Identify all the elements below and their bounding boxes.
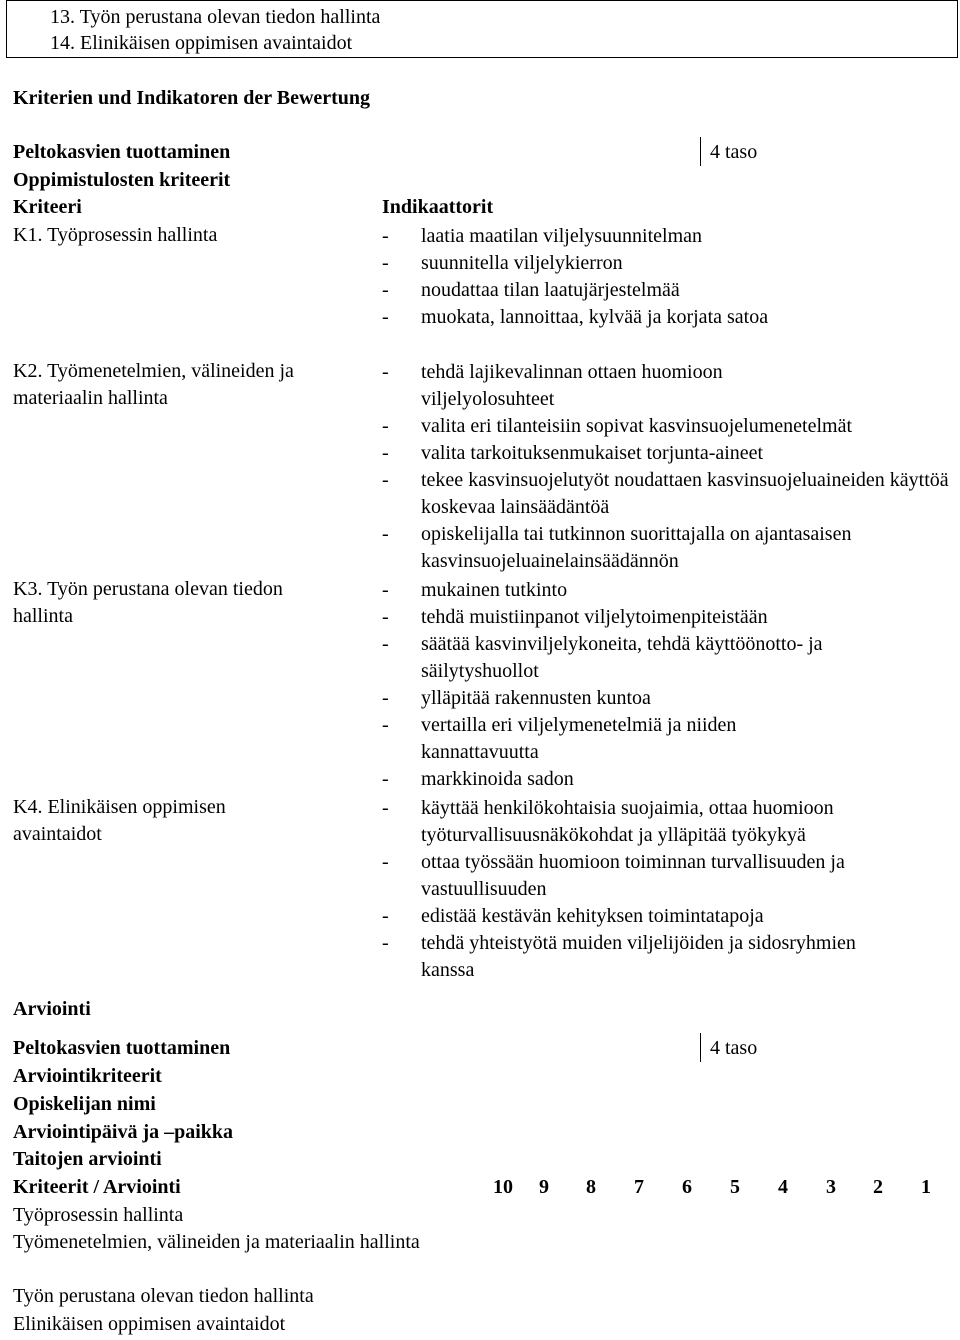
indicator-item: - valita eri tilanteisiin sopivat kasvinsuojelumenetelmät [382,415,853,437]
indicator-item: - ottaa työssään huomioon toiminnan turvallisuuden ja vastuullisuuden [382,851,845,900]
top-list-item-13: 13. Työn perustana olevan tiedon hallinta [50,6,381,28]
assessment-item-3: Työn perustana olevan tiedon hallinta [13,1285,314,1307]
indicator-item: - ylläpitää rakennusten kuntoa [382,687,651,709]
indicator-list-k4 [382,795,958,984]
indicator-item: - tehdä lajikevalinnan ottaen huomioon viljelyolosuhteet [382,361,723,410]
section1-subtitle: Oppimistulosten kriteerit [13,169,231,191]
indicator-item: - muokata, lannoittaa, kylvää ja korjata satoa [382,306,769,328]
criteria-assessment-header: Kriteerit / Arviointi [13,1176,181,1198]
assessment-item-2: Työmenetelmien, välineiden ja materiaalin hallinta [13,1231,420,1253]
indicator-list-k2 [382,359,958,575]
section2-title: Peltokasvien tuottaminen [13,1037,231,1059]
arviointi-heading: Arviointi [13,998,91,1020]
column-criteria-header: Kriteeri [13,196,82,218]
criterion-k4-label-line1: K4. Elinikäisen oppimisen [13,796,226,818]
criterion-k4-label-line2: avaintaidot [13,823,102,845]
indicator-item: - säätää kasvinviljelykoneita, tehdä käyttöönotto- ja säilytyshuollot [382,633,823,682]
assessment-item-4: Elinikäisen oppimisen avaintaidot [13,1313,286,1335]
student-name-row: Opiskelijan nimi [13,1093,156,1115]
column-indicators-header: Indikaattorit [382,196,494,218]
score-8: 8 [586,1176,596,1198]
section2-level: 4 taso [710,1037,758,1059]
indicator-item: - käyttää henkilökohtaisia suojaimia, ottaa huomioon työturvallisuusnäkökohdat ja ylläpitää työkykyä [382,797,834,846]
indicator-item: - tekee kasvinsuojelutyöt noudattaen kasvinsuojeluaineiden käyttöä koskevaa lainsäädäntöä [382,469,949,518]
assessment-item-1: Työprosessin hallinta [13,1204,184,1226]
indicator-item: - opiskelijalla tai tutkinnon suorittajalla on ajantasaisen kasvinsuojeluainelainsäädännön [382,523,852,572]
criterion-k1-label: K1. Työprosessin hallinta [13,224,218,246]
arviointikriteerit-row: Arviointikriteerit [13,1065,162,1087]
score-7: 7 [634,1176,644,1198]
score-9: 9 [539,1176,549,1198]
criterion-k3-label-line2: hallinta [13,605,73,627]
score-2: 2 [873,1176,883,1198]
criterion-k2-label-line2: materiaalin hallinta [13,387,168,409]
score-10: 10 [493,1176,513,1198]
score-4: 4 [778,1176,788,1198]
heading-kriterien: Kriterien und Indikatoren der Bewertung [13,87,371,109]
indicator-item: - valita tarkoituksenmukaiset torjunta-aineet [382,442,764,464]
top-list-item-14: 14. Elinikäisen oppimisen avaintaidot [50,32,353,54]
section2-level-divider [700,1033,701,1062]
score-5: 5 [730,1176,740,1198]
indicator-list-k3 [382,577,958,793]
indicator-item: - noudattaa tilan laatujärjestelmää [382,279,680,301]
section1-level-divider [700,137,701,166]
indicator-item: - suunnitella viljelykierron [382,252,623,274]
date-place-row: Arviointipäivä ja –paikka [13,1121,234,1143]
score-1: 1 [921,1176,931,1198]
indicator-item: - tehdä yhteistyötä muiden viljelijöiden ja sidosryhmien kanssa [382,932,856,981]
indicator-item: - edistää kestävän kehityksen toimintatapoja [382,905,764,927]
section1-title: Peltokasvien tuottaminen [13,141,231,163]
score-3: 3 [826,1176,836,1198]
criterion-k3-label-line1: K3. Työn perustana olevan tiedon [13,578,283,600]
indicator-list-k1 [382,223,958,331]
indicator-item: - markkinoida sadon [382,768,574,790]
section1-level: 4 taso [710,141,758,163]
score-6: 6 [682,1176,692,1198]
indicator-item: - vertailla eri viljelymenetelmiä ja niiden kannattavuutta [382,714,737,763]
criterion-k2-label-line1: K2. Työmenetelmien, välineiden ja [13,360,294,382]
indicator-item: - tehdä muistiinpanot viljelytoimenpiteistään [382,606,768,628]
skills-assessment-row: Taitojen arviointi [13,1148,162,1170]
indicator-item: - laatia maatilan viljelysuunnitelman [382,225,703,247]
indicator-item: - mukainen tutkinto [382,579,568,601]
